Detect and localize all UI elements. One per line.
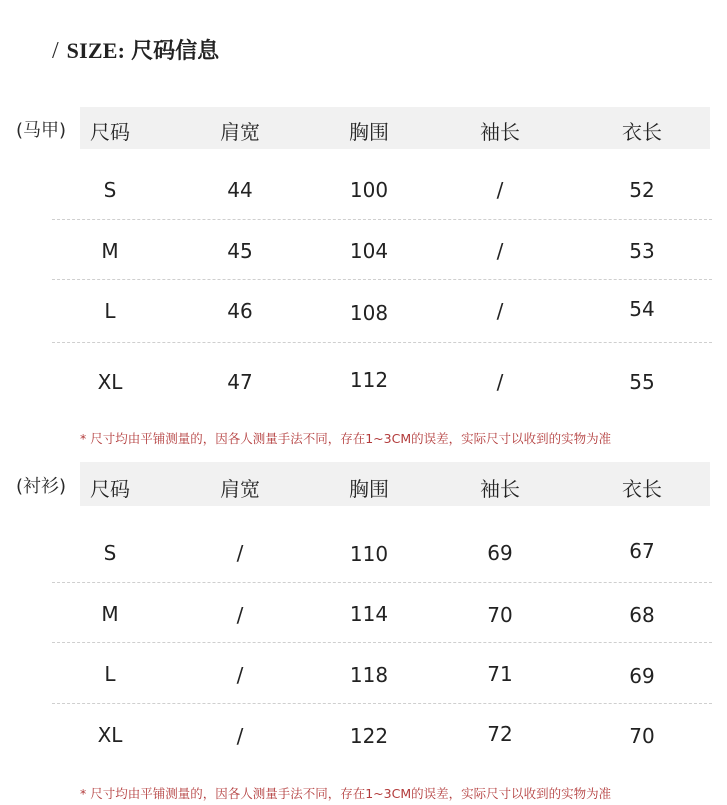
chest-cell: 108 (349, 301, 389, 325)
vest-header-sleeve: 袖长 (480, 120, 520, 144)
size-cell: L (104, 299, 116, 323)
shoulder-cell: 47 (227, 370, 253, 394)
vest-header-size: 尺码 (90, 120, 130, 144)
title-slash: / (52, 38, 59, 64)
shoulder-cell: 44 (227, 178, 253, 202)
row-divider (52, 582, 712, 583)
shoulder-cell: / (236, 603, 244, 627)
size-cell: S (103, 541, 117, 565)
length-cell: 67 (629, 539, 655, 563)
chest-cell: 118 (349, 663, 389, 687)
size-cell: XL (97, 370, 123, 394)
size-cell: M (101, 602, 119, 626)
shoulder-cell: / (236, 724, 244, 748)
length-cell: 68 (629, 603, 655, 627)
shirt-header-chest: 胸围 (349, 477, 389, 501)
vest-section-label: (马甲) (16, 120, 67, 141)
chest-cell: 112 (349, 368, 389, 392)
row-divider (52, 703, 712, 704)
vest-header-shoulder: 肩宽 (220, 120, 260, 144)
sleeve-cell: / (496, 370, 504, 394)
shoulder-cell: 45 (227, 239, 253, 263)
chest-cell: 110 (349, 542, 389, 566)
size-cell: XL (97, 723, 123, 747)
vest-measurement-note: * 尺寸均由平铺测量的，因各人测量手法不同，存在1~3CM的误差，实际尺寸以收到的实物为准 (80, 431, 612, 446)
page-title (52, 34, 219, 66)
row-divider (52, 219, 712, 220)
chest-cell: 122 (349, 724, 389, 748)
row-divider (52, 642, 712, 643)
shirt-header-sleeve: 袖长 (480, 477, 520, 501)
vest-header-length: 衣长 (622, 120, 662, 144)
chest-cell: 114 (349, 602, 389, 626)
row-divider (52, 279, 712, 280)
length-cell: 69 (629, 664, 655, 688)
size-cell: L (104, 662, 116, 686)
shirt-section-label: (衬衫) (16, 476, 67, 497)
chest-cell: 104 (349, 239, 389, 263)
shirt-header-band (80, 462, 710, 506)
chest-cell: 100 (349, 178, 389, 202)
shoulder-cell: 46 (227, 299, 253, 323)
shoulder-cell: / (236, 541, 244, 565)
vest-header-chest: 胸围 (349, 120, 389, 144)
shirt-measurement-note: * 尺寸均由平铺测量的，因各人测量手法不同，存在1~3CM的误差，实际尺寸以收到的实物为准 (80, 786, 612, 801)
length-cell: 55 (629, 370, 655, 394)
sleeve-cell: 70 (487, 603, 513, 627)
size-cell: M (101, 239, 119, 263)
shirt-header-size: 尺码 (90, 477, 130, 501)
length-cell: 52 (629, 178, 655, 202)
sleeve-cell: / (496, 299, 504, 323)
length-cell: 54 (629, 297, 655, 321)
shoulder-cell: / (236, 663, 244, 687)
length-cell: 53 (629, 239, 655, 263)
sleeve-cell: / (496, 239, 504, 263)
shirt-header-shoulder: 肩宽 (220, 477, 260, 501)
sleeve-cell: 72 (487, 722, 513, 746)
size-cell: S (103, 178, 117, 202)
row-divider (52, 342, 712, 343)
title-size-label: SIZE: (66, 38, 126, 63)
shirt-header-length: 衣长 (622, 477, 662, 501)
vest-header-band (80, 107, 710, 149)
sleeve-cell: / (496, 178, 504, 202)
length-cell: 70 (629, 724, 655, 748)
sleeve-cell: 69 (487, 541, 513, 565)
title-size-info: 尺码信息 (131, 39, 220, 64)
sleeve-cell: 71 (487, 662, 513, 686)
